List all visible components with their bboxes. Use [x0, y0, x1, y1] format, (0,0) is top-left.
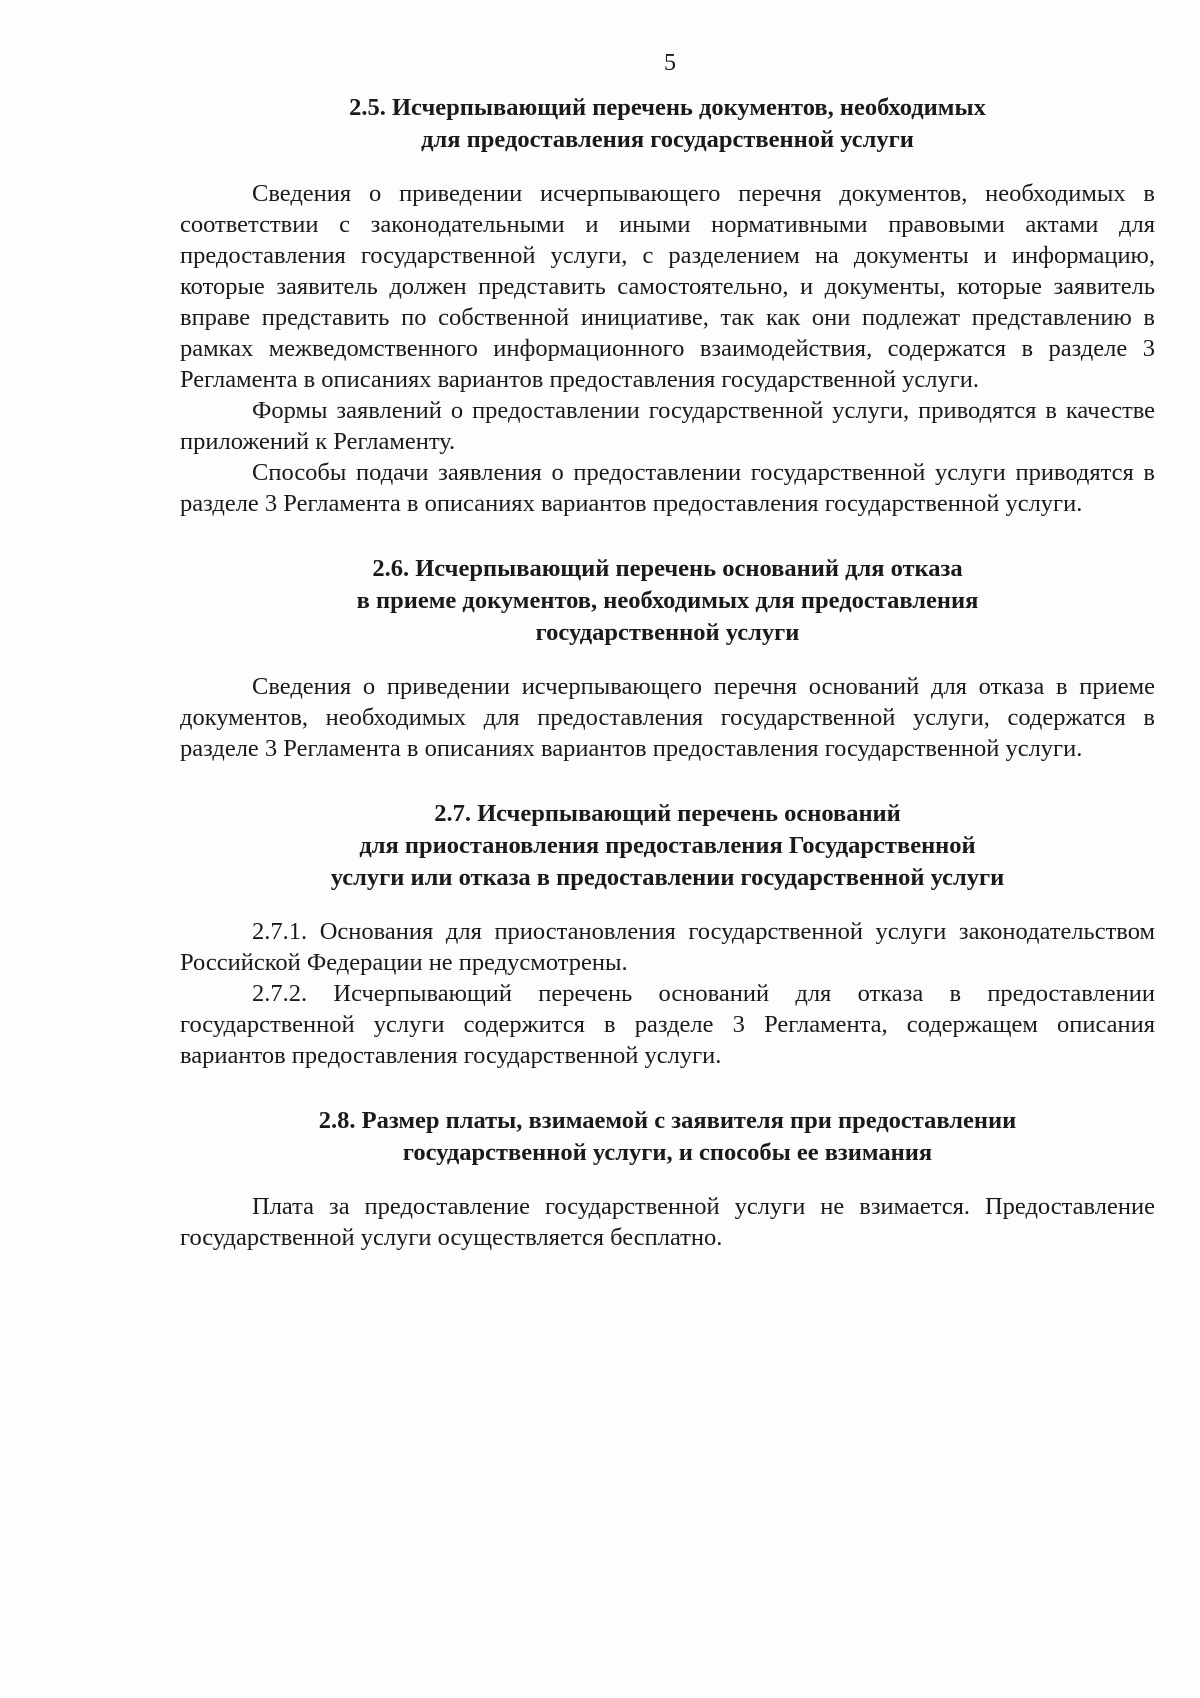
- paragraph: Плата за предоставление государственной услуги не взимается. Предоставление государственной услуги осуществляется бесплатно.: [180, 1193, 1155, 1251]
- section-title-line: 2.6. Исчерпывающий перечень оснований для отказа: [372, 555, 963, 582]
- document-body: [180, 92, 1155, 1253]
- section-title-line: услуги или отказа в предоставлении государственной услуги: [330, 864, 1005, 891]
- paragraph: Сведения о приведении исчерпывающего перечня оснований для отказа в приеме документов, необходимых для предоставления государственной услуги, содержатся в разделе 3 Регламента в описаниях вариантов предоставления государственной услуги.: [180, 673, 1155, 762]
- section-title-line: в приеме документов, необходимых для предоставления: [356, 587, 979, 614]
- section-title-line: 2.8. Размер платы, взимаемой с заявителя при предоставлении: [318, 1107, 1017, 1134]
- section-title-2-7: [180, 798, 1155, 894]
- section-title-2-8: [180, 1105, 1155, 1169]
- section-title-line: для предоставления государственной услуги: [421, 126, 914, 153]
- page-number: 5: [664, 50, 676, 76]
- section-title-line: государственной услуги, и способы ее взимания: [402, 1139, 933, 1166]
- paragraph: Сведения о приведении исчерпывающего перечня документов, необходимых в соответствии с законодательными и иными нормативными правовыми актами для предоставления государственной услуги, с разделением на документы и информацию, которые заявитель должен представить самостоятельно, и документы, которые заявитель вправе представить по собственной инициативе, так как они подлежат представлению в рамках межведомственного информационного взаимодействия, содержатся в разделе 3 Регламента в описаниях вариантов предоставления государственной услуги.: [180, 180, 1155, 393]
- section-title-line: 2.5. Исчерпывающий перечень документов, необходимых: [349, 94, 986, 121]
- section-title-line: 2.7. Исчерпывающий перечень оснований: [434, 800, 901, 827]
- section-title-2-5: [180, 92, 1155, 156]
- paragraph: 2.7.2. Исчерпывающий перечень оснований для отказа в предоставлении государственной услуги содержится в разделе 3 Регламента, содержащем описания вариантов предоставления государственной услуги.: [180, 980, 1155, 1069]
- paragraph: 2.7.1. Основания для приостановления государственной услуги законодательством Российской Федерации не предусмотрены.: [180, 918, 1155, 976]
- paragraph: Способы подачи заявления о предоставлении государственной услуги приводятся в разделе 3 Регламента в описаниях вариантов предоставления государственной услуги.: [180, 459, 1155, 517]
- section-title-2-6: [180, 553, 1155, 649]
- section-title-line: государственной услуги: [535, 619, 800, 646]
- section-title-line: для приостановления предоставления Государственной: [359, 832, 976, 859]
- paragraph: Формы заявлений о предоставлении государственной услуги, приводятся в качестве приложений к Регламенту.: [180, 397, 1155, 455]
